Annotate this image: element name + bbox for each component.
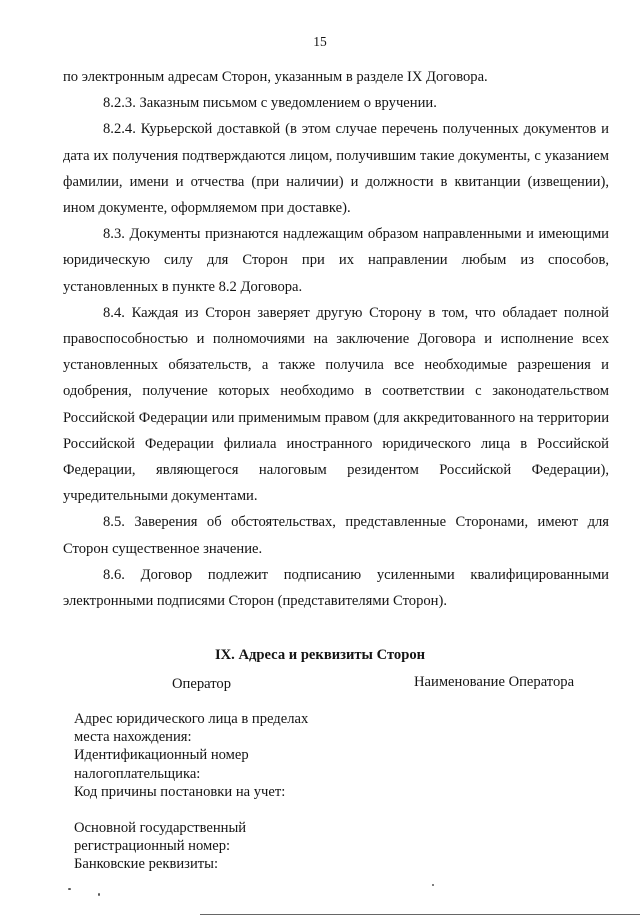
- section-heading: IX. Адреса и реквизиты Сторон: [214, 647, 426, 663]
- requisite-line: Идентификационный номер: [74, 747, 249, 764]
- scan-speck: [68, 888, 71, 890]
- party-left-label: Оператор: [172, 676, 232, 692]
- requisite-line: регистрационный номер:: [74, 838, 231, 855]
- requisites-group: [74, 819, 354, 874]
- page-number: 15: [313, 34, 327, 49]
- party-right-label: Наименование Оператора: [414, 674, 575, 690]
- paragraph: 8.6. Договор подлежит подписанию усиленными квалифицированными электронными подписями Сторон (представителями Сторон).: [63, 566, 609, 610]
- requisite-line: Основной государственный: [74, 820, 247, 837]
- paragraph: 8.4. Каждая из Сторон заверяет другую Сторону в том, что обладает полной правоспособностью и полномочиями на заключение Договора и исполнение всех установленных обязательств, а также получила все необходимые разрешения и одобрения, получение которых необходимо в соответствии с законодательством Российской Федерации или применимым правом (для аккредитованного на территории Российской Федерации филиала иностранного юридического лица в Российской Федерации, являющегося налоговым резидентом Российской Федерации), учредительными документами.: [63, 304, 609, 505]
- requisite-line: места нахождения:: [74, 729, 192, 746]
- requisite-line: Банковские реквизиты:: [74, 856, 218, 873]
- paragraph: по электронным адресам Сторон, указанным в разделе IX Договора.: [63, 69, 488, 85]
- paragraph: 8.2.3. Заказным письмом с уведомлением о вручении.: [103, 95, 437, 112]
- requisite-line: Код причины постановки на учет:: [74, 783, 286, 800]
- scan-speck: [432, 884, 434, 886]
- requisites-block: [74, 710, 354, 892]
- paragraph: 8.5. Заверения об обстоятельствах, представленные Сторонами, имеют для Сторон существенное значение.: [63, 514, 609, 557]
- scan-edge: [200, 914, 640, 915]
- scan-speck: [98, 893, 100, 896]
- requisite-line: налогоплательщика:: [74, 765, 201, 782]
- paragraph: 8.3. Документы признаются надлежащим образом направленными и имеющими юридическую силу для Сторон при их направлении любым из способов, установленных в пункте 8.2 Договора.: [63, 226, 609, 295]
- contract-body: [63, 64, 609, 614]
- requisites-group: [74, 710, 354, 801]
- requisite-line: Адрес юридического лица в пределах: [74, 711, 309, 727]
- paragraph: 8.2.4. Курьерской доставкой (в этом случае перечень полученных документов и дата их получения подтверждаются лицом, получившим такие документы, с указанием фамилии, имени и отчества (при наличии) и должности в квитанции (извещении), ином документе, оформляемом при доставке).: [63, 121, 609, 217]
